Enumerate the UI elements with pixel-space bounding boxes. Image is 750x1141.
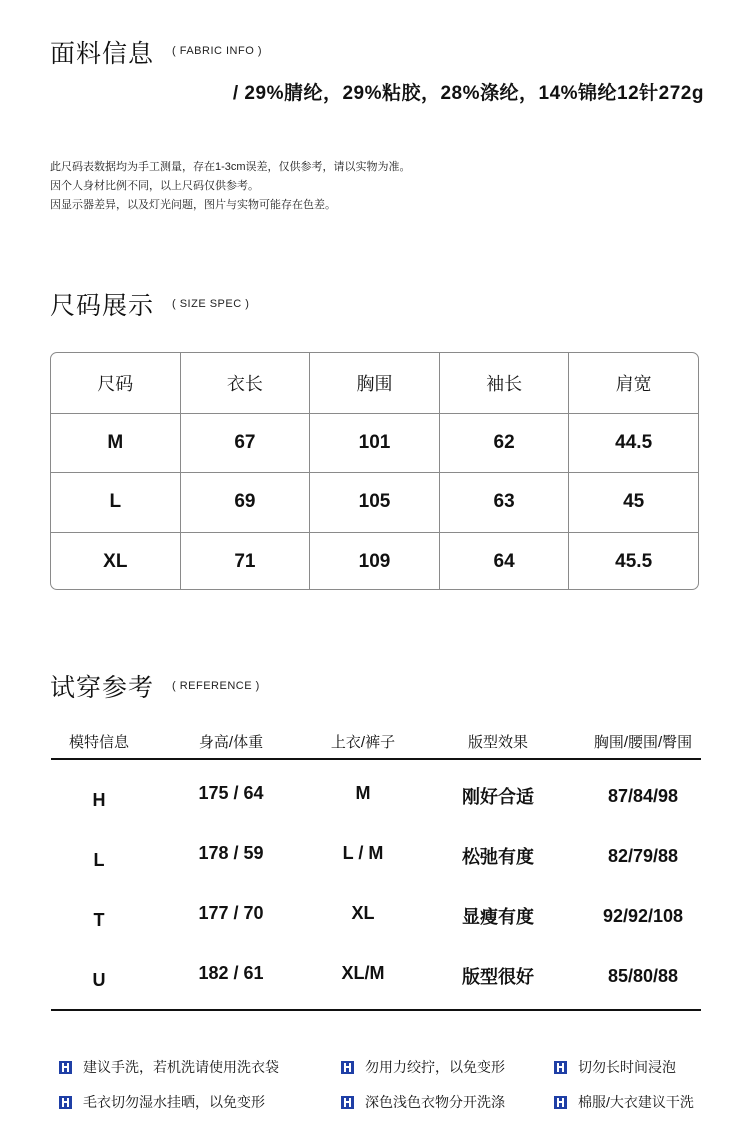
size-table-header [51, 353, 698, 413]
reference-cell: 178 / 59 [198, 842, 264, 863]
reference-header-cell: 上衣/裤子 [330, 733, 396, 751]
care-item-label: 切勿长时间浸泡 [578, 1059, 676, 1075]
care-item [341, 1057, 505, 1077]
size-header-cell: 衣长 [180, 353, 310, 413]
size-cell: M [107, 431, 124, 453]
size-header-cell: 胸围 [309, 353, 439, 413]
reference-cell: 版型很好 [462, 967, 534, 987]
reference-header-cell: 模特信息 [68, 733, 129, 751]
color-difference-note: 因显示器差异，以及灯光问题，图片与实物可能存在色差。 [50, 199, 336, 211]
size-spec-title: 尺码展示 [50, 292, 155, 320]
care-item [341, 1092, 505, 1112]
size-cell: 45 [568, 473, 698, 532]
size-table-row [51, 472, 698, 532]
reference-table-header [51, 724, 701, 760]
h-square-icon [59, 1096, 72, 1109]
reference-header-cell: 胸围/腰围/臀围 [593, 733, 693, 751]
size-cell: 45.5 [568, 533, 698, 591]
size-header-cell: 袖长 [439, 353, 569, 413]
reference-cell: T [93, 909, 105, 930]
reference-cell: 85/80/88 [607, 965, 679, 986]
care-item [59, 1092, 265, 1112]
reference-cell: L [93, 849, 105, 870]
size-header-cell: 尺码 [97, 373, 134, 394]
size-cell: 71 [180, 533, 310, 591]
reference-cell: L / M [342, 842, 384, 863]
h-square-icon [59, 1061, 72, 1074]
size-cell: 67 [180, 414, 310, 473]
reference-cell: M [355, 782, 371, 803]
size-cell: 64 [439, 533, 569, 591]
size-cell: 62 [439, 414, 569, 473]
reference-table-row [51, 886, 701, 946]
care-item-label: 棉服/大衣建议干洗 [578, 1094, 694, 1110]
h-square-icon [341, 1061, 354, 1074]
fabric-info-subtitle: ( FABRIC INFO ) [172, 45, 262, 57]
size-spec-table [50, 352, 699, 590]
care-item-label: 毛衣切勿湿水挂晒，以免变形 [83, 1094, 265, 1110]
size-cell: 109 [309, 533, 439, 591]
reference-table [51, 724, 701, 1011]
care-item-label: 深色浅色衣物分开洗涤 [365, 1094, 505, 1110]
size-cell: XL [103, 550, 128, 572]
care-item-label: 建议手洗，若机洗请使用洗衣袋 [83, 1059, 279, 1075]
size-cell: 69 [180, 473, 310, 532]
reference-cell: 175 / 64 [198, 782, 264, 803]
reference-cell: U [92, 969, 106, 990]
h-square-icon [554, 1061, 567, 1074]
size-cell: 105 [309, 473, 439, 532]
reference-cell: 刚好合适 [462, 787, 534, 807]
size-cell: 44.5 [568, 414, 698, 473]
size-cell: 63 [439, 473, 569, 532]
size-header-cell: 肩宽 [568, 353, 698, 413]
reference-header-cell: 身高/体重 [198, 733, 264, 751]
reference-cell: 82/79/88 [607, 845, 679, 866]
fabric-info-title: 面料信息 [50, 40, 155, 68]
reference-cell: 182 / 61 [198, 962, 264, 983]
reference-table-body [51, 760, 701, 1011]
size-cell: 101 [309, 414, 439, 473]
reference-table-row [51, 826, 701, 886]
measurement-note: 此尺码表数据均为手工测量，存在1-3cm误差，仅供参考，请以实物为准。 [50, 161, 411, 173]
size-cell: L [109, 491, 122, 513]
reference-cell: 177 / 70 [198, 902, 264, 923]
reference-cell: 松弛有度 [462, 847, 534, 867]
care-item [59, 1057, 279, 1077]
reference-cell: 87/84/98 [607, 785, 679, 806]
reference-cell: XL/M [341, 962, 385, 983]
reference-table-row [51, 946, 701, 1006]
reference-subtitle: ( REFERENCE ) [172, 680, 260, 692]
reference-table-row [51, 766, 701, 826]
reference-header-cell: 版型效果 [467, 733, 528, 751]
size-table-row [51, 532, 698, 591]
care-item [554, 1057, 676, 1077]
reference-title: 试穿参考 [50, 674, 155, 702]
reference-cell: XL [351, 902, 375, 923]
fabric-composition: / 29%腈纶，29%粘胶，28%涤纶，14%锦纶12针272g [232, 83, 704, 104]
size-table-row [51, 413, 698, 473]
h-square-icon [341, 1096, 354, 1109]
care-item-label: 勿用力绞拧，以免变形 [365, 1059, 505, 1075]
reference-cell: 92/92/108 [602, 905, 684, 926]
reference-cell: 显瘦有度 [462, 907, 534, 927]
size-spec-subtitle: ( SIZE SPEC ) [172, 298, 250, 310]
body-ratio-note: 因个人身材比例不同，以上尺码仅供参考。 [50, 180, 259, 192]
h-square-icon [554, 1096, 567, 1109]
care-item [554, 1092, 694, 1112]
reference-cell: H [92, 789, 106, 810]
